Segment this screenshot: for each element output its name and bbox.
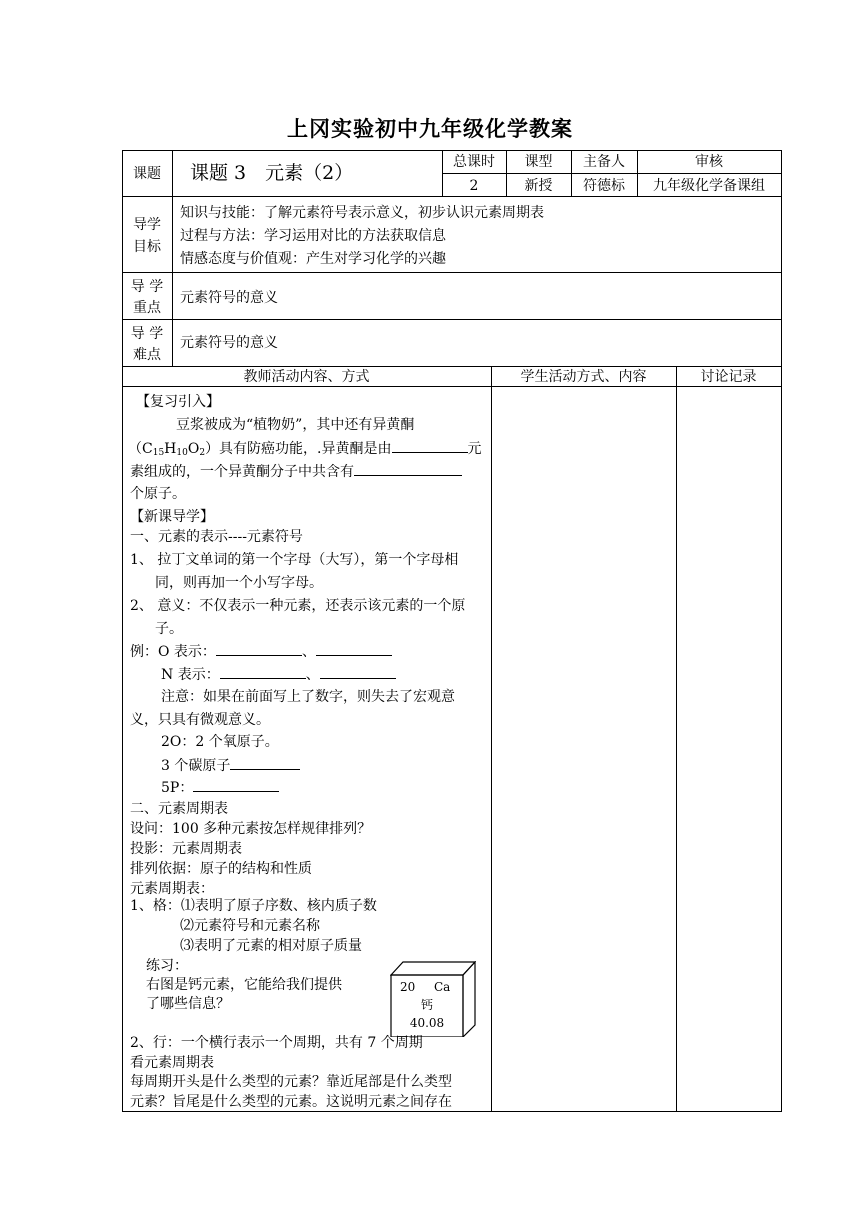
type-value: 新授 xyxy=(524,178,553,194)
row-line-2: 看元素周期表 xyxy=(130,1055,214,1071)
goals-label-1: 导学 xyxy=(133,217,161,233)
review-line-3: 素组成的，一个异黄酮分子中共含有 xyxy=(130,462,462,481)
difficulty-label-2: 难点 xyxy=(133,347,161,363)
discussion-column-header: 讨论记录 xyxy=(700,369,757,385)
goal-process: 过程与方法：学习运用对比的方法获取信息 xyxy=(180,228,446,244)
row-line-1: 2、行：一个横行表示一个周期，共有 7 个周期 xyxy=(130,1035,423,1051)
row-line-3: 每周期开头是什么类型的元素？靠近尾部是什么类型 xyxy=(130,1074,452,1090)
teacher-column-header: 教师活动内容、方式 xyxy=(243,369,370,385)
difficulty-text: 元素符号的意义 xyxy=(180,335,278,351)
grid-item-3: ⑶表明了元素的相对原子质量 xyxy=(180,938,362,954)
practice-line-2: 了哪些信息？ xyxy=(146,996,230,1012)
calcium-element-cube xyxy=(390,961,476,1037)
topic-value: 课题 3 元素（2） xyxy=(190,162,354,184)
review-line-1: 豆浆被成为“植物奶”，其中还有异黄酮 xyxy=(176,417,415,433)
difficulty-label-1: 导 学 xyxy=(130,326,164,342)
fill-blank xyxy=(320,665,396,679)
example-n: N 表示： 、 xyxy=(161,665,396,684)
preparer-value: 符德标 xyxy=(583,178,625,194)
goal-attitude: 情感态度与价值观：产生对学习化学的兴趣 xyxy=(180,251,446,267)
review-value: 九年级化学备课组 xyxy=(653,178,765,194)
question-2: 投影：元素周期表 xyxy=(130,841,242,857)
atomic-mass: 40.08 xyxy=(409,1016,445,1030)
fill-blank xyxy=(392,439,468,453)
review-header: 审核 xyxy=(695,154,723,170)
note-line-b: 义，只具有微观意义。 xyxy=(130,712,270,728)
review-heading: 【复习引入】 xyxy=(136,394,220,410)
example-5p: 5P： xyxy=(161,778,279,797)
hours-value: 2 xyxy=(469,178,479,194)
example-2o: 2O：2 个氧原子。 xyxy=(161,734,279,750)
review-line-4: 个原子。 xyxy=(130,486,186,502)
student-column-header: 学生活动方式、内容 xyxy=(520,369,647,385)
goal-knowledge: 知识与技能：了解元素符号表示意义，初步认识元素周期表 xyxy=(180,205,544,221)
fill-blank xyxy=(216,642,302,656)
item-2-line-a: 2、 意义：不仅表示一种元素，还表示该元素的一个原 xyxy=(130,598,466,614)
question-3: 排列依据：原子的结构和性质 xyxy=(130,861,312,877)
item-2-line-b: 子。 xyxy=(155,621,183,637)
practice-line-1: 右图是钙元素，它能给我们提供 xyxy=(146,977,342,993)
hours-header: 总课时 xyxy=(453,154,495,170)
type-header: 课型 xyxy=(524,154,553,170)
section-1-title: 一、元素的表示----元素符号 xyxy=(130,529,303,545)
fill-blank xyxy=(220,665,306,679)
goals-label-2: 目标 xyxy=(133,239,161,255)
grid-item-2: ⑵元素符号和元素名称 xyxy=(180,918,320,934)
row-line-4: 元素？旨尾是什么类型的元素。这说明元素之间存在 xyxy=(130,1094,452,1110)
focus-label-1: 导 学 xyxy=(130,279,164,295)
fill-blank xyxy=(230,756,300,770)
example-o: 例：O 表示： 、 xyxy=(130,642,392,661)
item-1-line-a: 1、 拉丁文单词的第一个字母（大写），第一个字母相 xyxy=(130,552,459,568)
fill-blank xyxy=(354,462,462,476)
new-lesson-heading: 【新课导学】 xyxy=(130,509,214,525)
preparer-header: 主备人 xyxy=(583,154,625,170)
question-1: 设问：100 多种元素按怎样规律排列？ xyxy=(130,821,372,837)
fill-blank xyxy=(316,642,392,656)
element-symbol: Ca xyxy=(434,980,451,994)
page-title: 上冈实验初中九年级化学教案 xyxy=(287,116,573,141)
question-4: 元素周期表： xyxy=(130,881,214,897)
note-line-a: 注意：如果在前面写上了数字，则失去了宏观意 xyxy=(161,689,455,705)
review-line-2: $(C_{15}H_{10}O_2)$具有防癌功能，.异黄酮是由 元 xyxy=(128,441,482,458)
focus-text: 元素符号的意义 xyxy=(180,290,278,306)
atomic-number: 20 xyxy=(400,980,416,994)
practice-label: 练习： xyxy=(146,958,188,974)
grid-item-1: 1、格：⑴表明了原子序数、核内质子数 xyxy=(130,898,377,914)
element-name: 钙 xyxy=(420,998,433,1012)
focus-label-2: 重点 xyxy=(133,300,161,316)
fill-blank xyxy=(193,778,279,792)
example-3c: 3 个碳原子 xyxy=(161,756,300,775)
section-2-title: 二、元素周期表 xyxy=(130,801,228,817)
item-1-line-b: 同，则再加一个小写字母。 xyxy=(155,575,323,591)
topic-label: 课题 xyxy=(133,166,161,182)
